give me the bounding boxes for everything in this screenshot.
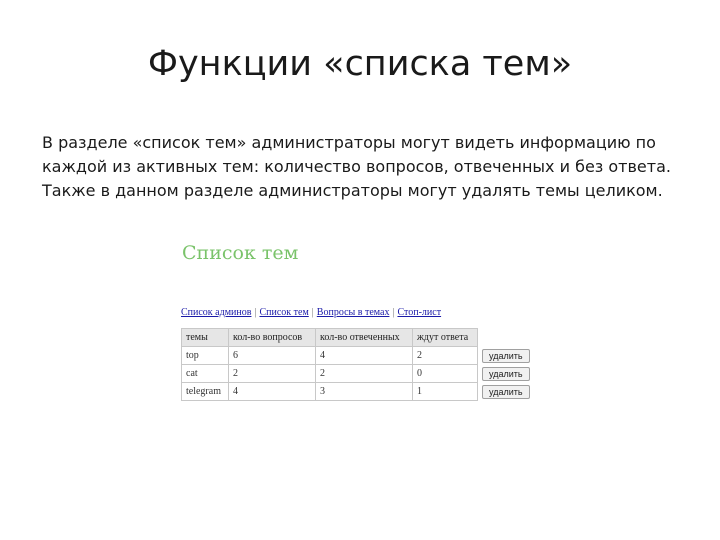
- nav-link-topics[interactable]: Список тем: [259, 307, 309, 318]
- cell-waiting: 0: [413, 365, 478, 383]
- body-line: В разделе «список тем» администраторы могут видеть информацию по: [42, 133, 656, 152]
- body-line: каждой из активных тем: количество вопросов, отвеченных и без ответа.: [42, 157, 671, 176]
- cell-topic: top: [182, 347, 229, 365]
- body-line: Также в данном разделе администраторы могут удалять темы целиком.: [42, 181, 663, 200]
- column-header-questions: кол-во вопросов: [229, 329, 316, 347]
- column-header-waiting: ждут ответа: [413, 329, 478, 347]
- cell-questions: 4: [229, 383, 316, 401]
- cell-waiting: 1: [413, 383, 478, 401]
- embedded-screenshot: [181, 240, 541, 401]
- page-heading: Список тем: [182, 242, 299, 264]
- nav-separator: |: [392, 307, 395, 318]
- slide-body: [42, 131, 692, 203]
- nav-link-admins[interactable]: Список админов: [181, 307, 252, 318]
- column-header-answered: кол-во отвеченных: [316, 329, 413, 347]
- nav-separator: |: [254, 307, 257, 318]
- slide-title: Функции «списка тем»: [147, 44, 573, 84]
- cell-questions: 6: [229, 347, 316, 365]
- cell-topic: cat: [182, 365, 229, 383]
- nav-link-questions[interactable]: Вопросы в темах: [316, 307, 390, 318]
- topics-table: [181, 328, 535, 401]
- cell-topic: telegram: [182, 383, 229, 401]
- column-header-topic: темы: [182, 329, 229, 347]
- cell-answered: 4: [316, 347, 413, 365]
- table-row: [182, 347, 535, 365]
- cell-questions: 2: [229, 365, 316, 383]
- nav-separator: |: [311, 307, 314, 318]
- cell-answered: 2: [316, 365, 413, 383]
- delete-button[interactable]: удалить: [482, 349, 530, 363]
- table-row: [182, 365, 535, 383]
- table-row: [182, 383, 535, 401]
- cell-answered: 3: [316, 383, 413, 401]
- delete-button[interactable]: удалить: [482, 385, 530, 399]
- delete-button[interactable]: удалить: [482, 367, 530, 381]
- cell-waiting: 2: [413, 347, 478, 365]
- admin-nav: [181, 306, 541, 320]
- table-header-row: [182, 329, 535, 347]
- nav-link-stoplist[interactable]: Стоп-лист: [397, 307, 442, 318]
